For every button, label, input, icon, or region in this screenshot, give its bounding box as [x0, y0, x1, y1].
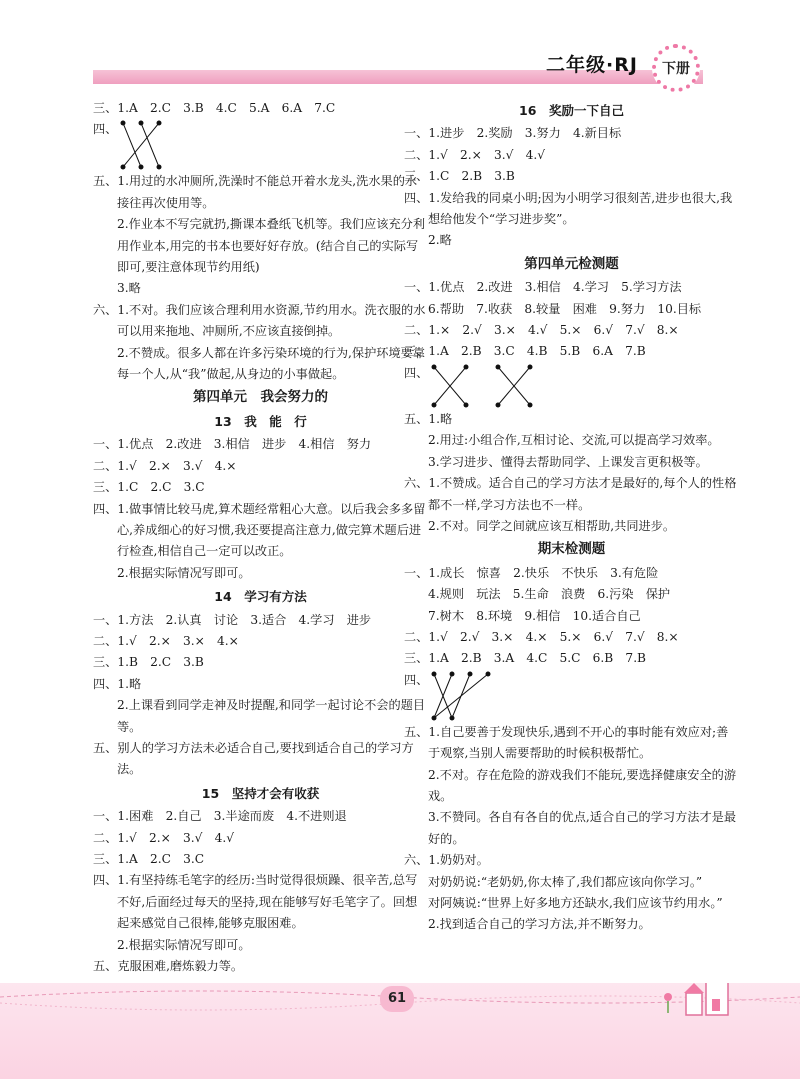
lesson-title: 16 奖励一下自己 [519, 103, 624, 118]
answer-line: 三、1.A 2.C 3.C [93, 852, 205, 866]
answer-line: 六、1.奶奶对。 [404, 853, 489, 868]
lesson-title: 15 坚持才会有收获 [201, 785, 320, 801]
answer-label: 四、 [404, 365, 429, 380]
matching-lines-diagram [119, 119, 189, 171]
answer-line: 3.略 [117, 281, 141, 296]
answer-paragraph: 四、1.发给我的同桌小明;因为小明学习很刻苦,进步也很大,我想给他发个“学习进步奖”。 [404, 190, 733, 227]
answer-paragraph: 六、1.不对。我们应该合理利用水资源,节约用水。洗衣服的水可以用来拖地、冲厕所,不应该直接倒掉。 [93, 302, 426, 339]
page-number: 61 [380, 986, 414, 1012]
lesson-title: 13 我 能 行 [214, 413, 307, 429]
answer-paragraph: 五、1.用过的水冲厕所,洗澡时不能总开着水龙头,洗水果的水接往再次使用等。 [93, 174, 418, 210]
answer-paragraph: 2.上课看到同学走神及时提醒,和同学一起讨论不会的题目等。 [117, 698, 426, 734]
lesson-title: 14 学习有方法 [214, 589, 307, 605]
flower-icon [664, 993, 672, 1013]
match-line-4 [434, 674, 488, 718]
answer-paragraph: 五、1.自己要善于发现快乐,遇到不开心的事时能有效应对;善于观察,当别人需要帮助的时候积极帮忙。 [404, 724, 729, 761]
answer-line: 二、1.√ 2.× 3.√ 4.√ [93, 830, 234, 845]
answer-line: 对奶奶说:“老奶奶,你太棒了,我们都应该向你学习。” [428, 874, 703, 889]
answer-line: 三、1.A 2.B 3.A 4.C 5.C 6.B 7.B [404, 651, 647, 666]
answer-line: 二、1.√ 2.× 3.√ 4.√ [404, 147, 545, 162]
answer-line: 五、1.略 [404, 411, 453, 426]
answer-line: 2.用过:小组合作,互相讨论、交流,可以提高学习效率。 [428, 433, 720, 448]
answer-line: 二、1.√ 2.√ 3.× 4.× 5.× 6.√ 7.√ 8.× [404, 629, 679, 644]
answer-line: 2.略 [428, 233, 452, 248]
volume-label: 下册 [662, 61, 690, 77]
matching-lines-diagram [430, 670, 500, 722]
grade-label: 二年级·RJ [546, 54, 638, 76]
left-column [93, 98, 428, 977]
volume-badge [652, 44, 700, 92]
answer-line: 4.规则 玩法 5.生命 浪费 6.污染 保护 [428, 587, 671, 602]
answer-line: 一、1.困难 2.自己 3.半途而废 4.不进则退 [93, 809, 347, 824]
answer-line: 2.根据实际情况写即可。 [117, 565, 251, 580]
answer-paragraph: 六、1.不赞成。适合自己的学习方法才是最好的,每个人的性格都不一样,学习方法也不一样。 [404, 476, 737, 512]
answer-line: 7.树木 8.环境 9.相信 10.适合自己 [428, 608, 641, 623]
answer-line: 2.找到适合自己的学习方法,并不断努力。 [428, 917, 651, 932]
matching-answer [404, 363, 739, 409]
answer-line: 一、1.方法 2.认真 讨论 3.适合 4.学习 进步 [93, 612, 372, 627]
answer-paragraph: 2.作业本不写完就扔,撕课本叠纸飞机等。我们应该充分利用作业本,用完的书本也要好好存放。(结合自己的实际写即可,要注意体现节约用纸) [117, 217, 426, 275]
answer-line: 四、1.略 [93, 676, 142, 691]
answer-line: 2.不对。同学之间就应该互相帮助,共同进步。 [428, 518, 676, 533]
answer-line: 二、1.√ 2.× 3.√ 4.× [93, 458, 237, 473]
match-line-2 [141, 123, 159, 167]
answer-line: 2.根据实际情况写即可。 [117, 937, 251, 952]
answer-line: 一、1.优点 2.改进 3.相信 4.学习 5.学习方法 [404, 280, 682, 295]
answer-line: 三、1.C 2.C 3.C [93, 480, 205, 495]
answer-line: 一、1.进步 2.奖励 3.努力 4.新目标 [404, 126, 622, 141]
unit-title: 第四单元 我会努力的 [193, 389, 328, 406]
test-title: 期末检测题 [537, 541, 606, 558]
answer-line: 6.帮助 7.收获 8.较量 困难 9.努力 10.目标 [428, 301, 702, 316]
answer-line: 三、1.A 2.C 3.B 4.C 5.A 6.A 7.C [93, 101, 336, 115]
match-line-3 [123, 123, 159, 167]
answer-paragraph: 3.不赞同。各自有各自的优点,适合自己的学习方法才是最好的。 [428, 810, 737, 846]
answer-paragraph: 对阿姨说:“世界上好多地方还缺水,我们应该节约用水。” [428, 896, 723, 910]
answer-line: 二、1.√ 2.× 3.× 4.× [93, 633, 239, 648]
match-line-1 [123, 123, 141, 167]
answer-line: 3.学习进步、懂得去帮助同学、上课发言更积极等。 [428, 454, 708, 469]
matching-lines-diagram [430, 363, 540, 409]
house-icon [684, 983, 731, 1015]
matching-answer [93, 119, 428, 171]
test-title: 第四单元检测题 [524, 255, 619, 272]
answer-label: 四、 [93, 122, 118, 137]
answer-line: 三、1.B 2.C 3.B [93, 655, 204, 670]
matching-answer [404, 670, 739, 722]
answer-line: 三、1.A 2.B 3.C 4.B 5.B 6.A 7.B [404, 344, 646, 359]
answer-paragraph: 四、1.做事情比较马虎,算术题经常粗心大意。以后我会多多留心,养成细心的好习惯,我还要提高注意力,做完算术题后进行检查,相信自己一定可以改正。 [93, 501, 426, 559]
answer-line: 三、1.C 2.B 3.B [404, 169, 515, 184]
answer-paragraph: 五、别人的学习方法未必适合自己,要找到适合自己的学习方法。 [93, 740, 414, 777]
right-column [404, 98, 739, 936]
answer-line: 五、克服困难,磨炼毅力等。 [93, 959, 244, 974]
answer-line: 二、1.× 2.√ 3.× 4.√ 5.× 6.√ 7.√ 8.× [404, 323, 679, 338]
answer-line: 一、1.优点 2.改进 3.相信 进步 4.相信 努力 [93, 437, 372, 452]
answer-paragraph: 四、1.有坚持练毛笔字的经历:当时觉得很烦躁、很辛苦,总写不好,后面经过每天的坚持,现在能够写好毛笔字了。回想起来感觉自己很棒,能够克服困难。 [93, 873, 418, 931]
answer-paragraph: 2.不对。存在危险的游戏我们不能玩,要选择健康安全的游戏。 [428, 767, 737, 803]
answer-label: 四、 [404, 672, 429, 687]
answer-paragraph: 2.不赞成。很多人都在许多污染环境的行为,保护环境要靠每一个人,从“我”做起,从身边的小事做起。 [117, 345, 426, 382]
answer-line: 一、1.成长 惊喜 2.快乐 不快乐 3.有危险 [404, 565, 659, 580]
